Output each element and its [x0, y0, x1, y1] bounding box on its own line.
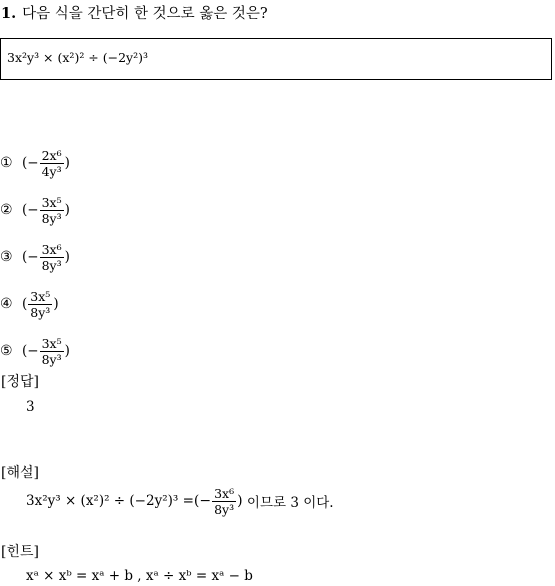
expression-box [0, 38, 552, 80]
choice-sign: − [27, 155, 39, 171]
question-expression: 3x²y³ × (x²)² ÷ (−2y²)³ [7, 50, 149, 65]
explanation-body: 3x²y³ × (x²)² ÷ (−2y²)³ = (− $\frac{\text{3x⁶}}{\text{8y³}}$ ) 이므로 3 이다. [26, 485, 334, 517]
choice-mark: ④ [0, 296, 13, 312]
choice-numerator: 3x⁶ [41, 241, 62, 257]
choice-mark: ③ [0, 249, 13, 265]
choice-mark: ① [0, 155, 13, 171]
choice-2[interactable]: ② (− $\frac{\text{3x⁵}}{\text{8y³}}$ ) [0, 194, 70, 226]
explanation-expression: 3x²y³ × (x²)² ÷ (−2y²)³ = [26, 493, 194, 509]
explanation-suffix: 이므로 3 이다. [246, 495, 334, 511]
choice-numerator: 2x⁶ [41, 147, 62, 163]
explanation-result-denominator: 8y³ [214, 501, 235, 517]
explanation-result-sign: − [199, 493, 212, 509]
answer-value: 3 [26, 399, 35, 415]
choice-numerator: 3x⁵ [41, 335, 62, 351]
choice-sign: − [27, 249, 39, 265]
hint-text: xᵃ × xᵇ = xᵃ + b , xᵃ ÷ xᵇ = xᵃ − b [26, 568, 253, 584]
choice-denominator: 4y³ [41, 163, 62, 179]
choice-sign: − [27, 202, 39, 218]
choice-numerator: 3x⁵ [41, 194, 62, 210]
hint-label: [힌트] [1, 544, 39, 560]
choice-3[interactable]: ③ (− $\frac{\text{3x⁶}}{\text{8y³}}$ ) [0, 241, 70, 273]
choice-denominator: 8y³ [41, 257, 62, 273]
choice-denominator: 8y³ [41, 210, 62, 226]
answer-label: [정답] [1, 374, 39, 390]
choice-denominator: 8y³ [41, 351, 62, 367]
choice-1[interactable]: ① (− $\frac{\text{2x⁶}}{\text{4y³}}$ ) [0, 147, 70, 179]
explanation-result-numerator: 3x⁶ [214, 485, 235, 501]
question-title [1, 2, 268, 23]
choice-mark: ② [0, 202, 13, 218]
explanation-label: [해설] [1, 465, 39, 481]
choice-numerator: 3x⁵ [30, 288, 51, 304]
question-text: 다음 식을 간단히 한 것으로 옳은 것은? [22, 6, 268, 22]
choice-sign: − [27, 343, 39, 359]
choice-4[interactable]: ④ ( $\frac{\text{3x⁵}}{\text{8y³}}$ ) [0, 288, 59, 320]
choice-mark: ⑤ [0, 343, 13, 359]
question-number: 1. [1, 5, 17, 22]
choice-5[interactable]: ⑤ (− $\frac{\text{3x⁵}}{\text{8y³}}$ ) [0, 335, 70, 367]
choice-denominator: 8y³ [30, 304, 51, 320]
